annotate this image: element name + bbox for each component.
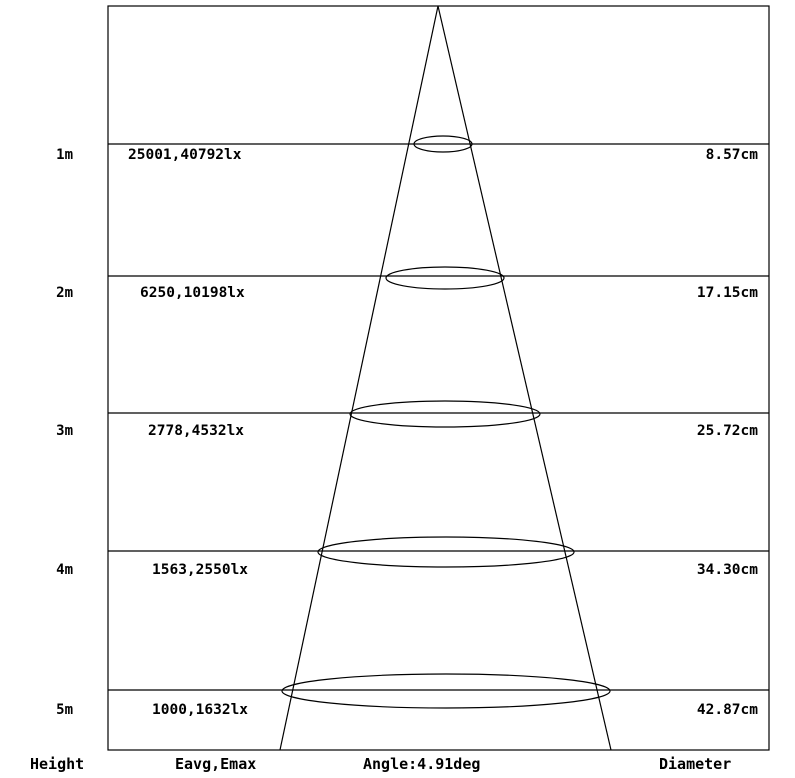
values-label-5m: 1000,1632lx [152,702,249,718]
height-label-3m: 3m [56,423,73,439]
values-label-1m: 25001,40792lx [128,147,242,163]
height-label-5m: 5m [56,702,73,718]
values-label-3m: 2778,4532lx [148,423,245,439]
footer-height-label: Height [30,755,85,773]
plot-frame [108,6,769,750]
height-label-4m: 4m [56,562,73,578]
diameter-label-3m: 25.72cm [696,423,758,439]
height-label-2m: 2m [56,285,73,301]
height-label-1m: 1m [56,147,73,163]
diameter-label-4m: 34.30cm [696,562,758,578]
footer-values-label: Eavg,Emax [175,755,257,773]
values-label-2m: 6250,10198lx [140,285,245,301]
diameter-label-1m: 8.57cm [705,147,758,163]
diameter-label-2m: 17.15cm [696,285,758,301]
diameter-label-5m: 42.87cm [696,702,758,718]
footer-diameter-label: Diameter [659,755,732,773]
footer-angle-label: Angle:4.91deg [363,755,481,773]
values-label-4m: 1563,2550lx [152,562,249,578]
